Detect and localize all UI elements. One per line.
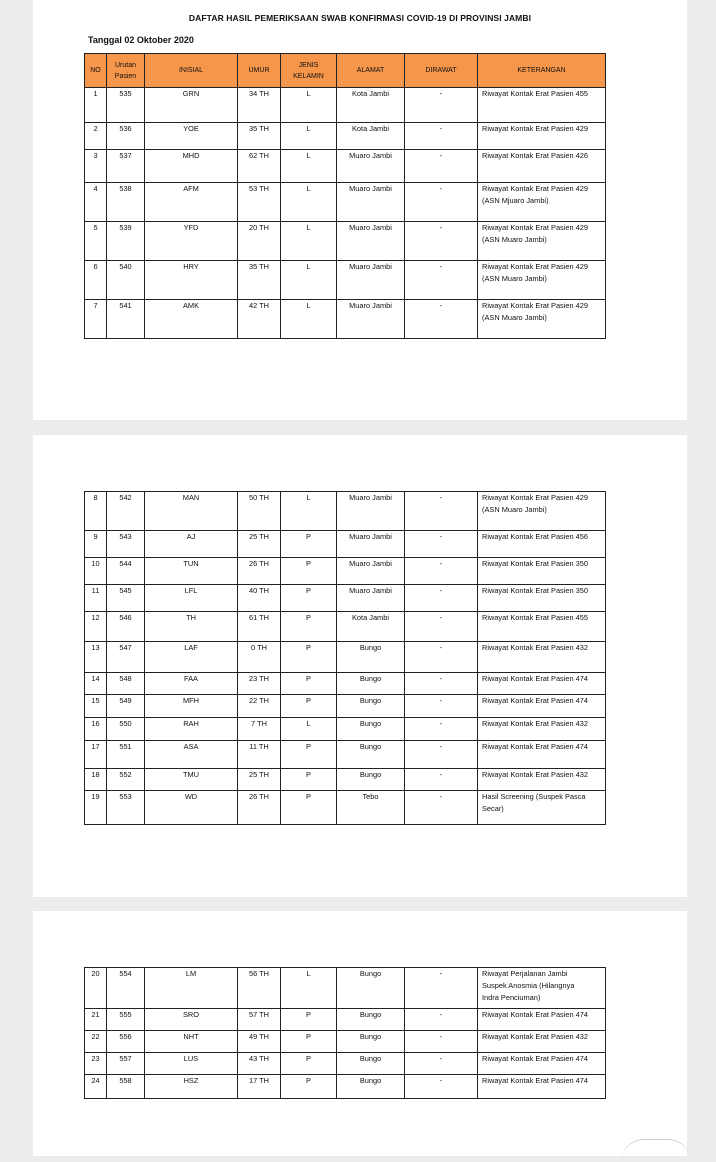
keterangan-line: Riwayat Kontak Erat Pasien 429 [482,184,588,193]
cell-keterangan [478,88,606,123]
cell-alamat: Bungo [337,695,405,718]
keterangan-line: Riwayat Kontak Erat Pasien 474 [482,696,588,705]
cell-inisial: YFD [145,222,238,261]
keterangan-line: Riwayat Kontak Erat Pasien 455 [482,613,588,622]
results-table-part-2 [84,491,606,825]
cell-umur: 62 TH [238,150,281,183]
cell-dirawat: - [405,1075,478,1099]
table-row [85,88,606,123]
cell-urutan: 543 [107,531,145,558]
cell-urutan: 541 [107,300,145,339]
cell-inisial: LM [145,968,238,1009]
cell-inisial: YOE [145,123,238,150]
cell-alamat: Muaro Jambi [337,531,405,558]
cell-urutan: 550 [107,718,145,741]
table-row [85,492,606,531]
cell-jenis-kelamin: L [281,88,337,123]
keterangan-line: Riwayat Kontak Erat Pasien 432 [482,643,588,652]
cell-umur: 25 TH [238,769,281,791]
cell-jenis-kelamin: L [281,183,337,222]
cell-no: 14 [85,673,107,695]
table-row [85,558,606,585]
cell-keterangan [478,183,606,222]
cell-jenis-kelamin: P [281,673,337,695]
cell-urutan: 556 [107,1031,145,1053]
cell-urutan: 535 [107,88,145,123]
keterangan-line: Riwayat Kontak Erat Pasien 474 [482,1054,588,1063]
cell-no: 6 [85,261,107,300]
cell-jenis-kelamin: P [281,1075,337,1099]
cell-jenis-kelamin: P [281,585,337,612]
keterangan-line: Riwayat Kontak Erat Pasien 455 [482,89,588,98]
cell-umur: 40 TH [238,585,281,612]
keterangan-line: (ASN Muaro Jambi) [482,505,547,514]
cell-no: 10 [85,558,107,585]
cell-alamat: Bungo [337,718,405,741]
cell-dirawat: - [405,1031,478,1053]
cell-keterangan [478,718,606,741]
cell-dirawat: - [405,673,478,695]
cell-alamat: Muaro Jambi [337,585,405,612]
cell-inisial: WD [145,791,238,825]
cell-inisial: TMU [145,769,238,791]
header-alamat: ALAMAT [337,54,405,88]
cell-no: 8 [85,492,107,531]
cell-keterangan [478,300,606,339]
keterangan-line: (ASN Mjuaro Jambi) [482,196,549,205]
keterangan-line: Riwayat Perjalanan Jambi [482,969,568,978]
cell-umur: 56 TH [238,968,281,1009]
cell-no: 21 [85,1009,107,1031]
keterangan-line: Riwayat Kontak Erat Pasien 350 [482,586,588,595]
cell-keterangan [478,585,606,612]
cell-umur: 11 TH [238,741,281,769]
cell-alamat: Bungo [337,642,405,673]
table-row [85,791,606,825]
cell-jenis-kelamin: L [281,718,337,741]
cell-inisial: ASA [145,741,238,769]
cell-no: 7 [85,300,107,339]
cell-urutan: 554 [107,968,145,1009]
cell-dirawat: - [405,769,478,791]
cell-umur: 35 TH [238,261,281,300]
cell-inisial: TUN [145,558,238,585]
cell-umur: 17 TH [238,1075,281,1099]
cell-umur: 22 TH [238,695,281,718]
cell-alamat: Bungo [337,1053,405,1075]
cell-jenis-kelamin: L [281,968,337,1009]
cell-no: 5 [85,222,107,261]
cell-inisial: HSZ [145,1075,238,1099]
cell-urutan: 537 [107,150,145,183]
cell-no: 2 [85,123,107,150]
cell-umur: 50 TH [238,492,281,531]
cell-dirawat: - [405,1009,478,1031]
cell-dirawat: - [405,791,478,825]
header-inisial: INISIAL [145,54,238,88]
cell-alamat: Muaro Jambi [337,222,405,261]
cell-no: 11 [85,585,107,612]
cell-no: 13 [85,642,107,673]
cell-no: 16 [85,718,107,741]
cell-jenis-kelamin: L [281,261,337,300]
cell-dirawat: - [405,261,478,300]
cell-keterangan [478,150,606,183]
cell-alamat: Tebo [337,791,405,825]
cell-alamat: Bungo [337,673,405,695]
keterangan-line: Riwayat Kontak Erat Pasien 429 [482,124,588,133]
cell-dirawat: - [405,150,478,183]
cell-keterangan [478,222,606,261]
cell-inisial: HRY [145,261,238,300]
cell-umur: 25 TH [238,531,281,558]
cell-keterangan [478,769,606,791]
keterangan-line: Riwayat Kontak Erat Pasien 432 [482,1032,588,1041]
cell-umur: 26 TH [238,558,281,585]
table-row [85,718,606,741]
header-urutan-pasien: Urutan Pasien [107,54,145,88]
cell-dirawat: - [405,558,478,585]
cell-inisial: TH [145,612,238,642]
cell-dirawat: - [405,585,478,612]
keterangan-line: Riwayat Kontak Erat Pasien 474 [482,1010,588,1019]
cell-inisial: MAN [145,492,238,531]
table-row [85,673,606,695]
keterangan-line: Riwayat Kontak Erat Pasien 474 [482,1076,588,1085]
cell-urutan: 552 [107,769,145,791]
cell-inisial: NHT [145,1031,238,1053]
cell-dirawat: - [405,695,478,718]
page-curl-decoration [621,1139,691,1162]
keterangan-line: Indra Penciuman) [482,993,541,1002]
cell-jenis-kelamin: L [281,300,337,339]
cell-urutan: 547 [107,642,145,673]
cell-keterangan [478,642,606,673]
keterangan-line: Riwayat Kontak Erat Pasien 350 [482,559,588,568]
header-umur: UMUR [238,54,281,88]
keterangan-line: Riwayat Kontak Erat Pasien 429 [482,262,588,271]
keterangan-line: (ASN Muaro Jambi) [482,313,547,322]
cell-umur: 35 TH [238,123,281,150]
cell-alamat: Bungo [337,1031,405,1053]
cell-alamat: Bungo [337,769,405,791]
cell-alamat: Muaro Jambi [337,492,405,531]
header-keterangan: KETERANGAN [478,54,606,88]
cell-umur: 20 TH [238,222,281,261]
keterangan-line: (ASN Muaro Jambi) [482,235,547,244]
table-row [85,1009,606,1031]
table-body-2 [85,492,606,825]
cell-urutan: 546 [107,612,145,642]
cell-keterangan [478,123,606,150]
cell-jenis-kelamin: L [281,222,337,261]
table-row [85,531,606,558]
cell-no: 15 [85,695,107,718]
cell-alamat: Bungo [337,741,405,769]
table-row [85,769,606,791]
cell-jenis-kelamin: P [281,791,337,825]
cell-jenis-kelamin: P [281,642,337,673]
cell-umur: 42 TH [238,300,281,339]
table-row [85,612,606,642]
cell-keterangan [478,261,606,300]
cell-inisial: AJ [145,531,238,558]
cell-no: 3 [85,150,107,183]
cell-keterangan [478,741,606,769]
cell-dirawat: - [405,741,478,769]
cell-dirawat: - [405,123,478,150]
header-no: NO [85,54,107,88]
cell-umur: 61 TH [238,612,281,642]
table-row [85,150,606,183]
cell-urutan: 536 [107,123,145,150]
cell-urutan: 551 [107,741,145,769]
cell-no: 1 [85,88,107,123]
cell-dirawat: - [405,612,478,642]
cell-alamat: Muaro Jambi [337,183,405,222]
cell-inisial: RAH [145,718,238,741]
cell-no: 23 [85,1053,107,1075]
cell-urutan: 544 [107,558,145,585]
cell-keterangan [478,558,606,585]
cell-jenis-kelamin: P [281,612,337,642]
cell-inisial: AFM [145,183,238,222]
cell-no: 22 [85,1031,107,1053]
cell-umur: 49 TH [238,1031,281,1053]
cell-alamat: Muaro Jambi [337,261,405,300]
cell-alamat: Muaro Jambi [337,558,405,585]
cell-jenis-kelamin: L [281,150,337,183]
cell-dirawat: - [405,718,478,741]
cell-keterangan [478,673,606,695]
cell-no: 17 [85,741,107,769]
cell-alamat: Muaro Jambi [337,150,405,183]
header-dirawat: DIRAWAT [405,54,478,88]
cell-keterangan [478,791,606,825]
cell-keterangan [478,1031,606,1053]
cell-urutan: 538 [107,183,145,222]
cell-dirawat: - [405,1053,478,1075]
cell-inisial: SRO [145,1009,238,1031]
results-table-part-1 [84,53,606,339]
cell-inisial: GRN [145,88,238,123]
cell-keterangan [478,968,606,1009]
table-row [85,1075,606,1099]
keterangan-line: (ASN Muaro Jambi) [482,274,547,283]
cell-umur: 34 TH [238,88,281,123]
cell-no: 18 [85,769,107,791]
keterangan-line: Riwayat Kontak Erat Pasien 432 [482,719,588,728]
table-row [85,741,606,769]
cell-dirawat: - [405,492,478,531]
cell-dirawat: - [405,300,478,339]
cell-umur: 0 TH [238,642,281,673]
cell-inisial: LAF [145,642,238,673]
cell-jenis-kelamin: P [281,1053,337,1075]
cell-umur: 43 TH [238,1053,281,1075]
cell-umur: 57 TH [238,1009,281,1031]
keterangan-line: Riwayat Kontak Erat Pasien 429 [482,493,588,502]
keterangan-line: Suspek Anosmia (Hilangnya [482,981,575,990]
table-row [85,300,606,339]
keterangan-line: Riwayat Kontak Erat Pasien 429 [482,223,588,232]
keterangan-line: Riwayat Kontak Erat Pasien 429 [482,301,588,310]
cell-urutan: 555 [107,1009,145,1031]
cell-alamat: Kota Jambi [337,88,405,123]
cell-jenis-kelamin: P [281,769,337,791]
table-row [85,1031,606,1053]
keterangan-line: Riwayat Kontak Erat Pasien 474 [482,742,588,751]
cell-dirawat: - [405,642,478,673]
document-page-2 [33,435,687,897]
cell-alamat: Muaro Jambi [337,300,405,339]
cell-inisial: LUS [145,1053,238,1075]
cell-keterangan [478,531,606,558]
cell-inisial: LFL [145,585,238,612]
cell-urutan: 545 [107,585,145,612]
document-date: Tanggal 02 Oktober 2020 [88,35,194,45]
cell-urutan: 549 [107,695,145,718]
table-row [85,1053,606,1075]
document-title: DAFTAR HASIL PEMERIKSAAN SWAB KONFIRMASI COVID-19 DI PROVINSI JAMBI [188,13,532,23]
cell-dirawat: - [405,968,478,1009]
cell-dirawat: - [405,222,478,261]
cell-umur: 53 TH [238,183,281,222]
cell-alamat: Bungo [337,968,405,1009]
cell-keterangan [478,695,606,718]
cell-urutan: 539 [107,222,145,261]
cell-umur: 7 TH [238,718,281,741]
keterangan-line: Riwayat Kontak Erat Pasien 456 [482,532,588,541]
cell-alamat: Bungo [337,1075,405,1099]
cell-dirawat: - [405,531,478,558]
cell-keterangan [478,1053,606,1075]
table-row [85,183,606,222]
cell-umur: 26 TH [238,791,281,825]
cell-no: 24 [85,1075,107,1099]
cell-keterangan [478,1009,606,1031]
cell-jenis-kelamin: P [281,1009,337,1031]
document-page-3 [33,911,687,1156]
table-row [85,968,606,1009]
cell-jenis-kelamin: P [281,1031,337,1053]
table-row [85,585,606,612]
keterangan-line: Riwayat Kontak Erat Pasien 432 [482,770,588,779]
cell-no: 20 [85,968,107,1009]
table-row [85,695,606,718]
table-row [85,642,606,673]
cell-dirawat: - [405,183,478,222]
cell-inisial: MHD [145,150,238,183]
cell-jenis-kelamin: P [281,531,337,558]
header-jenis-kelamin: JENIS KELAMIN [281,54,337,88]
cell-keterangan [478,612,606,642]
cell-urutan: 558 [107,1075,145,1099]
cell-urutan: 540 [107,261,145,300]
cell-urutan: 553 [107,791,145,825]
table-row [85,261,606,300]
cell-jenis-kelamin: L [281,123,337,150]
document-page-1 [33,0,687,420]
cell-keterangan [478,492,606,531]
cell-alamat: Bungo [337,1009,405,1031]
cell-jenis-kelamin: P [281,558,337,585]
table-body-3 [85,968,606,1099]
cell-jenis-kelamin: L [281,492,337,531]
cell-no: 4 [85,183,107,222]
cell-jenis-kelamin: P [281,741,337,769]
table-body-1 [85,88,606,339]
cell-alamat: Kota Jambi [337,123,405,150]
cell-no: 12 [85,612,107,642]
results-table-part-3 [84,967,606,1099]
cell-urutan: 548 [107,673,145,695]
cell-no: 19 [85,791,107,825]
cell-urutan: 542 [107,492,145,531]
table-header-row [85,54,606,88]
keterangan-line: Hasil Screening (Suspek Pasca [482,792,586,801]
cell-inisial: MFH [145,695,238,718]
cell-no: 9 [85,531,107,558]
table-row [85,222,606,261]
cell-dirawat: - [405,88,478,123]
cell-inisial: AMK [145,300,238,339]
table-row [85,123,606,150]
cell-jenis-kelamin: P [281,695,337,718]
cell-inisial: FAA [145,673,238,695]
keterangan-line: Riwayat Kontak Erat Pasien 474 [482,674,588,683]
cell-alamat: Kota Jambi [337,612,405,642]
cell-umur: 23 TH [238,673,281,695]
cell-keterangan [478,1075,606,1099]
cell-urutan: 557 [107,1053,145,1075]
keterangan-line: Secar) [482,804,504,813]
keterangan-line: Riwayat Kontak Erat Pasien 426 [482,151,588,160]
